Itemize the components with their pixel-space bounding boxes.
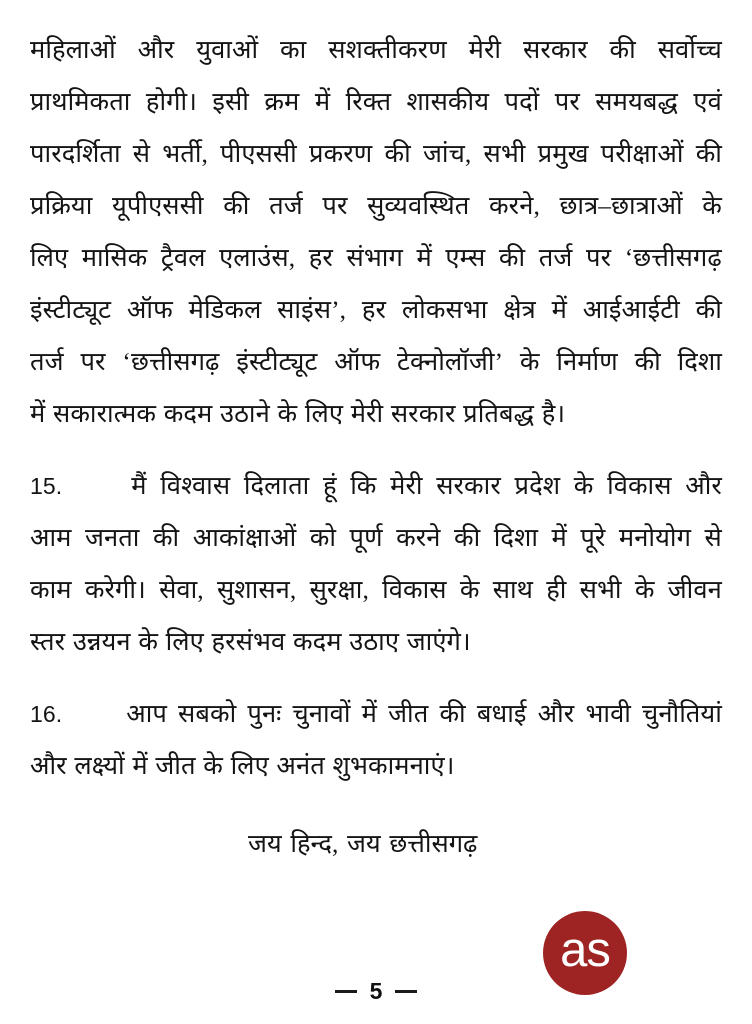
word: में (551, 523, 567, 552)
word: प्रदेश (514, 471, 561, 500)
word: और (30, 751, 67, 780)
word: टेक्नोलॉजी’ (397, 347, 504, 376)
word: ही (546, 575, 567, 604)
text-line (30, 688, 722, 740)
text-line (30, 232, 722, 284)
text-line (30, 24, 722, 76)
word: कदम (163, 399, 213, 428)
word: दिलाता (243, 471, 310, 500)
word: सर्वोच्च (657, 35, 722, 64)
word: ट्रैवल (160, 243, 206, 272)
word: जांच, (422, 139, 472, 168)
word: की (152, 523, 180, 552)
word: की (498, 243, 526, 272)
word: जनता (84, 523, 140, 552)
word: और (685, 471, 722, 500)
word: शासकीय (406, 87, 490, 116)
word: परीक्षाओं (600, 139, 684, 168)
word: एलाउंस, (219, 243, 296, 272)
word: छात्र–छात्राओं (559, 191, 683, 220)
paragraph-indent (81, 688, 115, 740)
word: इंस्टीट्यूट (236, 347, 318, 376)
salutation-line (30, 818, 722, 870)
word: सभी (579, 575, 622, 604)
word: पर (80, 347, 106, 376)
text-line (30, 740, 722, 792)
word: बधाई (476, 699, 527, 728)
document-body (30, 24, 722, 870)
word: के (138, 627, 159, 656)
word: विकास (607, 471, 672, 500)
word: में (314, 87, 331, 116)
word: की (223, 191, 250, 220)
paragraph-number: 15. (30, 473, 63, 499)
text-line (30, 76, 722, 128)
word: लक्ष्यों (74, 751, 125, 780)
word: का (280, 35, 307, 64)
word: सेवा, (159, 575, 204, 604)
text-line (30, 512, 722, 564)
word: आईआईटी (582, 295, 680, 324)
word: क्रम (264, 87, 300, 116)
text-line (30, 128, 722, 180)
word: सभी (483, 139, 526, 168)
footer-right-dash-icon (395, 990, 417, 993)
word: पुनः (247, 699, 282, 728)
text-line (30, 388, 722, 440)
word: उठाए (349, 627, 400, 656)
word: सरकार (390, 399, 456, 428)
word: के (519, 347, 540, 376)
word: करने (396, 523, 441, 552)
word: पूरे (580, 523, 606, 552)
word: जीवन (667, 575, 722, 604)
word: ऑफ (126, 295, 173, 324)
word: स्तर (30, 627, 66, 656)
paragraph-number: 16. (30, 701, 63, 727)
word: मेडिकल (188, 295, 262, 324)
paragraph-indent (84, 460, 118, 512)
word: ‘छत्तीसगढ़ (122, 347, 220, 376)
word: में (30, 399, 46, 428)
word: युवाओं (196, 35, 259, 64)
word: पर (554, 87, 580, 116)
word: हिन्द, (290, 829, 339, 858)
word: आप (126, 699, 167, 728)
page-footer (0, 980, 752, 1003)
word: पारदर्शिता (30, 139, 121, 168)
word: प्राथमिकता (30, 87, 131, 116)
word: मनोयोग (618, 523, 692, 552)
word: तर्ज (30, 347, 64, 376)
word: पर (322, 191, 348, 220)
word: अनंत (276, 751, 325, 780)
word: चुनावों (292, 699, 351, 728)
word: आकांक्षाओं (192, 523, 297, 552)
word: प्रक्रिया (30, 191, 93, 220)
word: सरकार (436, 471, 501, 500)
word: भावी (585, 699, 631, 728)
word: की (609, 35, 636, 64)
word: महिलाओं (30, 35, 116, 64)
word: उठाने (220, 399, 270, 428)
word: सबको (178, 699, 237, 728)
word: सकारात्मक (53, 399, 157, 428)
word: तर्ज (269, 191, 303, 220)
word: हूं (322, 471, 337, 500)
word: तर्ज (538, 243, 573, 272)
word: विकास (382, 575, 447, 604)
text-line (30, 564, 722, 616)
word: में (361, 699, 378, 728)
word: सरकार (522, 35, 588, 64)
word: इसी (212, 87, 249, 116)
word: की (384, 139, 411, 168)
word: से (704, 523, 722, 552)
word: दिशा (677, 347, 722, 376)
word: मासिक (81, 243, 148, 272)
word: के (634, 575, 655, 604)
word: मेरी (468, 35, 502, 64)
text-line (30, 616, 722, 668)
word: शुभकामनाएं। (332, 751, 455, 780)
word: करने, (488, 191, 540, 220)
word: साइंस’, (277, 295, 347, 324)
word: की (439, 699, 466, 728)
logo-text: as (560, 922, 610, 977)
word: जय (248, 829, 282, 858)
text-line (30, 180, 722, 232)
word: लिए (30, 243, 69, 272)
word: क्षेत्र (503, 295, 536, 324)
word: पूर्ण (349, 523, 383, 552)
word: पदों (504, 87, 540, 116)
word: प्रकरण (308, 139, 373, 168)
word: के (277, 399, 298, 428)
word: जाएंगे। (406, 627, 471, 656)
word: की (695, 139, 722, 168)
word: एवं (693, 87, 722, 116)
text-line (30, 284, 722, 336)
word: की (695, 295, 722, 324)
word: सशक्तीकरण (328, 35, 447, 64)
word: विश्वास (160, 471, 231, 500)
word: एम्स (445, 243, 486, 272)
word: उन्नयन (72, 627, 131, 656)
word: की (634, 347, 661, 376)
word: दिशा (493, 523, 539, 552)
word: लिए (165, 627, 204, 656)
word: निर्माण (556, 347, 618, 376)
footer-left-dash-icon (335, 990, 357, 993)
word: लिए (304, 399, 344, 428)
word: सुशासन, (216, 575, 297, 604)
word: से (132, 139, 151, 168)
text-line (30, 460, 722, 512)
word: और (537, 699, 575, 728)
word: के (203, 751, 223, 780)
paragraph-16 (30, 688, 722, 792)
word: जीत (388, 699, 429, 728)
word: इंस्टीट्यूट (30, 295, 112, 324)
word: छत्तीसगढ़ (389, 829, 478, 858)
word: होगी। (145, 87, 197, 116)
word: चुनौतियां (642, 699, 722, 728)
word: के (573, 471, 594, 500)
word: पीएससी (220, 139, 297, 168)
word: ऑफ (334, 347, 381, 376)
word: कदम (292, 627, 342, 656)
word: यूपीएससी (112, 191, 204, 220)
word: कि (350, 471, 377, 500)
word: प्रमुख (537, 139, 589, 168)
word: ‘छत्तीसगढ़ (624, 243, 722, 272)
word: काम (30, 575, 72, 604)
word: मेरी (390, 471, 423, 500)
word: मैं (131, 471, 147, 500)
word: हरसंभव (211, 627, 286, 656)
paragraph-15 (30, 460, 722, 668)
word: सुव्यवस्थित (367, 191, 470, 220)
word: और (137, 35, 175, 64)
word: लोकसभा (401, 295, 488, 324)
word: सुरक्षा, (309, 575, 369, 604)
word: पर (586, 243, 612, 272)
word: के (702, 191, 722, 220)
word: हर (308, 243, 333, 272)
page-number: 5 (369, 978, 383, 1004)
word: को (309, 523, 337, 552)
word: जीत (155, 751, 196, 780)
word: करेगी। (84, 575, 146, 604)
word: संभाग (346, 243, 403, 272)
word: में (416, 243, 432, 272)
word: भर्ती, (162, 139, 209, 168)
word: रिक्त (345, 87, 392, 116)
word: में (132, 751, 148, 780)
word: समयबद्ध (595, 87, 679, 116)
word: जय (346, 829, 381, 858)
word: मेरी (350, 399, 384, 428)
text-line (30, 336, 722, 388)
word: लिए (230, 751, 269, 780)
word: आम (30, 523, 72, 552)
word: साथ (492, 575, 534, 604)
word: प्रतिबद्ध (463, 399, 535, 428)
word: में (551, 295, 567, 324)
word: की (454, 523, 481, 552)
word: हर (361, 295, 387, 324)
word: है। (541, 399, 566, 428)
word: के (459, 575, 480, 604)
paragraph-continued (30, 24, 722, 440)
